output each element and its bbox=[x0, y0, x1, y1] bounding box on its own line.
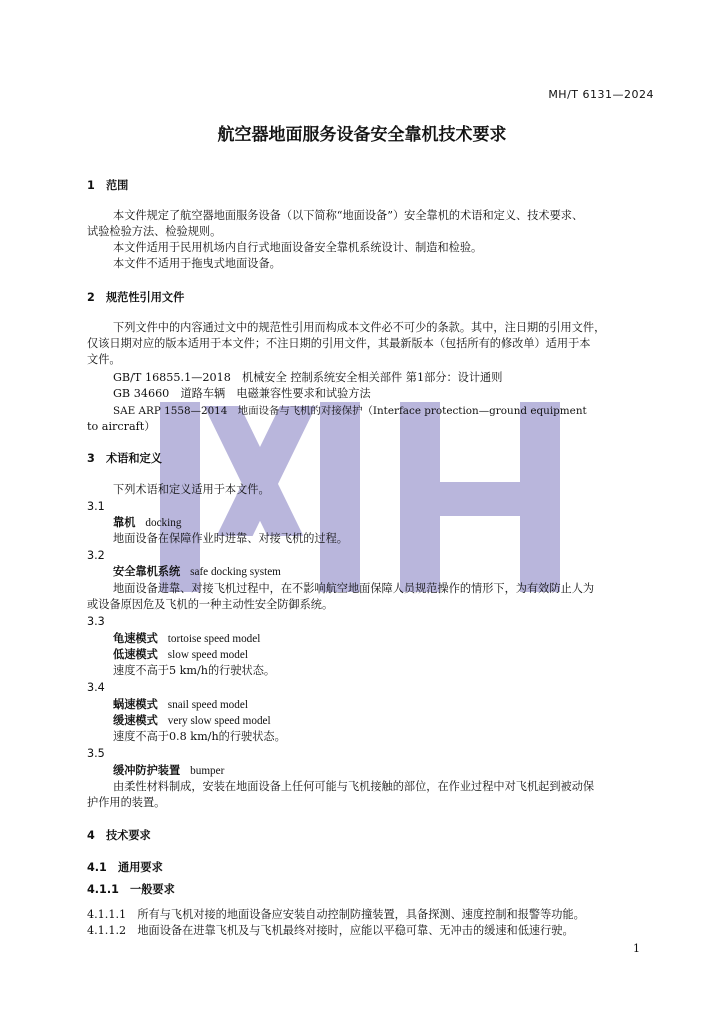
paragraph: 本文件规定了航空器地面服务设备（以下简称“地面设备”）安全靠机的术语和定义、技术要求、 bbox=[113, 209, 584, 222]
term-definition: 速度不高于0.8 km/h的行驶状态。 bbox=[113, 730, 286, 743]
paragraph: 下列术语和定义适用于本文件。 bbox=[113, 483, 270, 496]
term-definition: 地面设备在保障作业时进靠、对接飞机的过程。 bbox=[113, 532, 348, 545]
term-cn: 龟速模式 bbox=[113, 632, 158, 645]
term-cn: 靠机 bbox=[113, 516, 136, 529]
term-en: bumper bbox=[190, 765, 225, 777]
paragraph: 试验检验方法、检验规则。 bbox=[87, 225, 222, 238]
paragraph: 文件。 bbox=[87, 353, 121, 366]
term-en: slow speed model bbox=[167, 649, 248, 661]
term-number: 3.3 bbox=[87, 615, 105, 628]
reference-item: to aircraft） bbox=[87, 420, 156, 433]
term-entry bbox=[113, 697, 657, 713]
term-definition: 地面设备进靠、对接飞机过程中，在不影响航空地面保障人员规范操作的情形下，为有效防止人为 bbox=[113, 582, 595, 595]
reference-item: GB/T 16855.1—2018 机械安全 控制系统安全相关部件 第1部分：设计通则 bbox=[113, 371, 503, 384]
paragraph: 仅该日期对应的版本适用于本文件；不注日期的引用文件，其最新版本（包括所有的修改单）适用于本 bbox=[87, 337, 591, 350]
section-4-1-1-heading: 4.1.1 一般要求 bbox=[87, 883, 175, 896]
term-en: very slow speed model bbox=[167, 715, 271, 727]
term-entry bbox=[113, 515, 657, 531]
section-2-heading: 2 规范性引用文件 bbox=[87, 291, 185, 304]
term-cn: 安全靠机系统 bbox=[113, 565, 181, 578]
clause-4-1-1-2: 4.1.1.2 地面设备在进靠飞机及与飞机最终对接时，应能以平稳可靠、无冲击的缓速和低速行驶。 bbox=[87, 924, 574, 937]
term-en: snail speed model bbox=[167, 699, 248, 711]
term-entry bbox=[113, 713, 657, 729]
term-entry bbox=[113, 631, 657, 647]
document-title: 航空器地面服务设备安全靠机技术要求 bbox=[217, 125, 507, 145]
reference-item: GB 34660 道路车辆 电磁兼容性要求和试验方法 bbox=[113, 387, 371, 400]
term-entry bbox=[113, 647, 657, 663]
term-entry bbox=[113, 564, 657, 580]
standard-number: MH/T 6131—2024 bbox=[548, 88, 654, 101]
clause-4-1-1-1: 4.1.1.1 所有与飞机对接的地面设备应安装自动控制防撞装置，具备探测、速度控制和报警等功能。 bbox=[87, 908, 585, 921]
section-1-heading: 1 范围 bbox=[87, 179, 129, 192]
term-definition: 速度不高于5 km/h的行驶状态。 bbox=[113, 664, 276, 677]
term-number: 3.1 bbox=[87, 500, 105, 513]
term-definition: 或设备原因危及飞机的一种主动性安全防御系统。 bbox=[87, 598, 334, 611]
section-4-1-heading: 4.1 通用要求 bbox=[87, 861, 163, 874]
paragraph: 本文件不适用于拖曳式地面设备。 bbox=[113, 257, 281, 270]
term-cn: 低速模式 bbox=[113, 648, 158, 661]
reference-item: SAE ARP 1558—2014 地面设备与飞机的对接保护（Interface protection—ground equipment bbox=[113, 405, 587, 417]
page-number: 1 bbox=[633, 942, 640, 955]
term-en: docking bbox=[145, 517, 182, 529]
term-en: safe docking system bbox=[190, 566, 281, 578]
section-3-heading: 3 术语和定义 bbox=[87, 452, 162, 465]
section-4-heading: 4 技术要求 bbox=[87, 829, 151, 842]
term-cn: 缓速模式 bbox=[113, 714, 158, 727]
paragraph: 本文件适用于民用机场内自行式地面设备安全靠机系统设计、制造和检验。 bbox=[113, 241, 483, 254]
term-definition: 由柔性材料制成，安装在地面设备上任何可能与飞机接触的部位，在作业过程中对飞机起到被动保 bbox=[113, 780, 595, 793]
term-cn: 蜗速模式 bbox=[113, 698, 158, 711]
term-definition: 护作用的装置。 bbox=[87, 796, 166, 809]
paragraph: 下列文件中的内容通过文中的规范性引用而构成本文件必不可少的条款。其中，注日期的引用文件， bbox=[113, 321, 606, 334]
term-entry bbox=[113, 763, 657, 779]
term-en: tortoise speed model bbox=[167, 633, 261, 645]
term-number: 3.2 bbox=[87, 549, 105, 562]
term-number: 3.4 bbox=[87, 681, 105, 694]
term-number: 3.5 bbox=[87, 747, 105, 760]
term-cn: 缓冲防护装置 bbox=[113, 764, 181, 777]
